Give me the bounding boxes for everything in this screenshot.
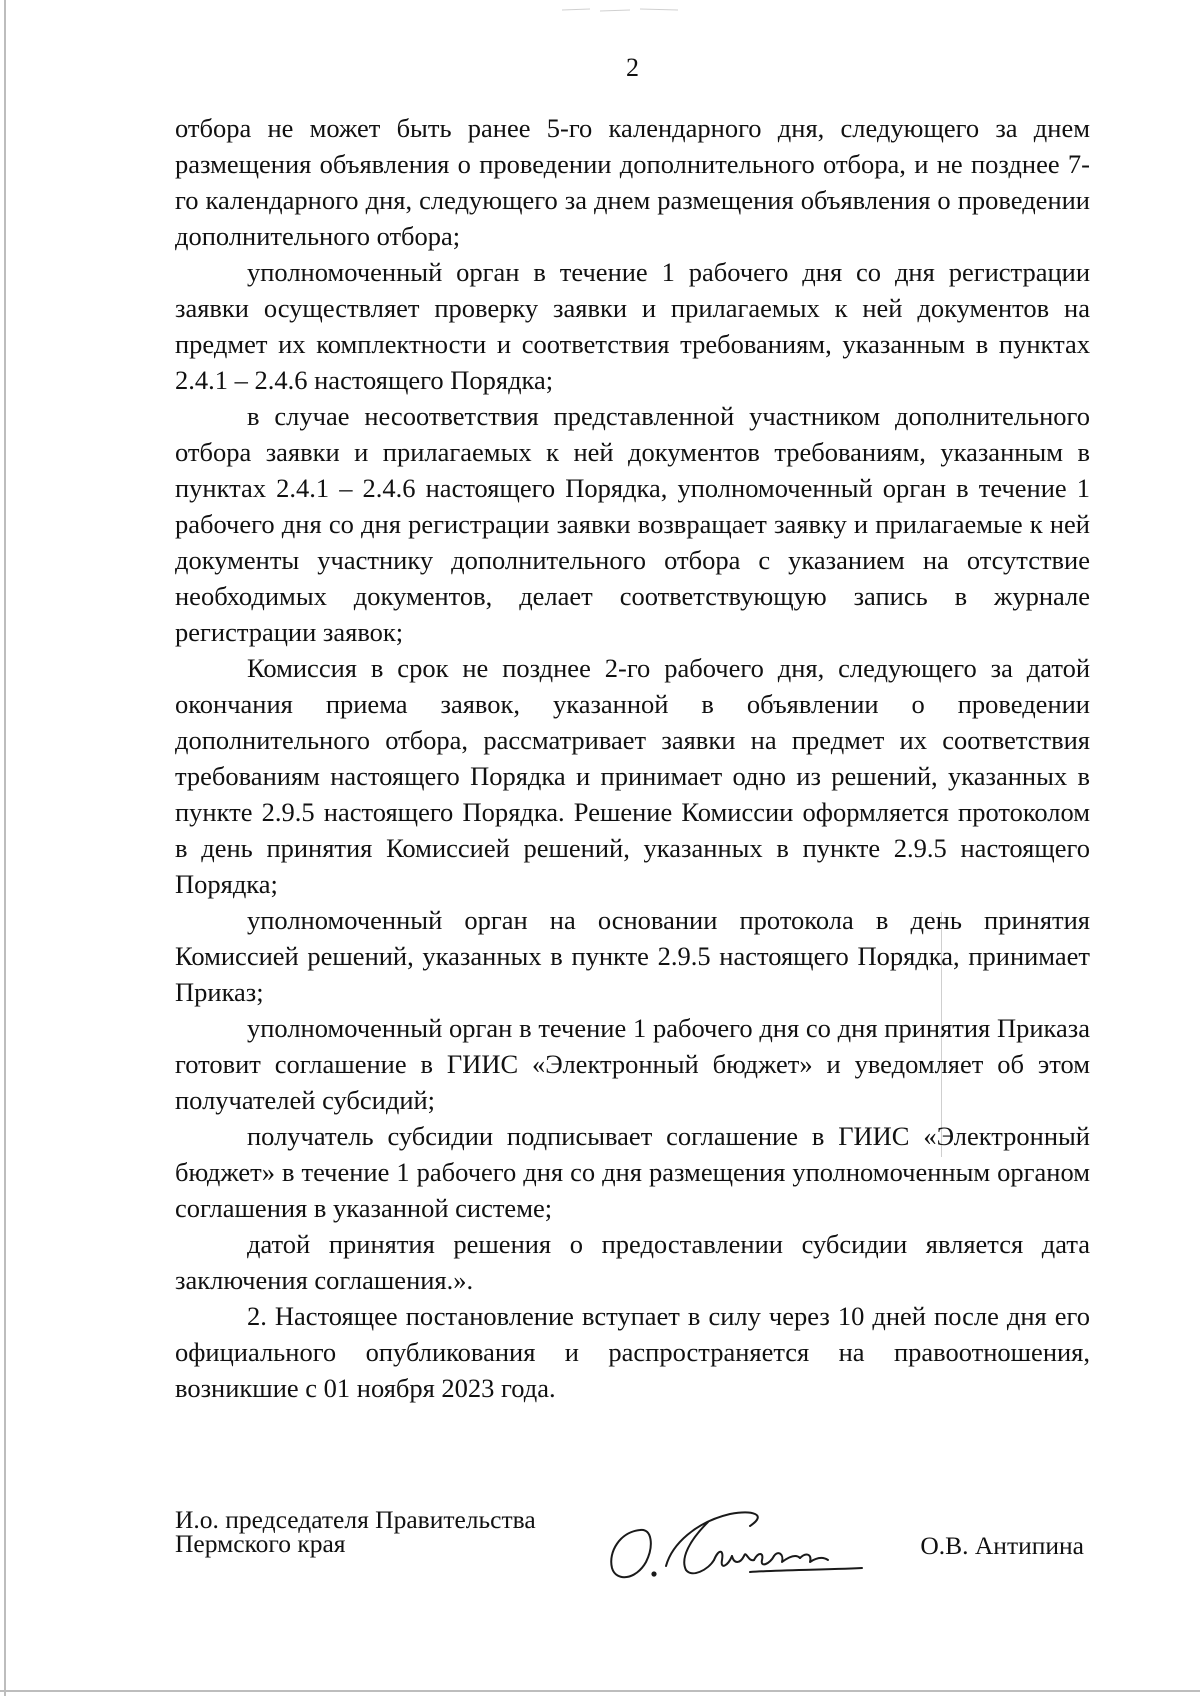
paragraph-entry-into-force: 2. Настоящее постановление вступает в силу через 10 дней после дня его официального опубликования и распространяется на правоотношения, возникшие с 01 ноября 2023 года.	[175, 1301, 1090, 1403]
paragraph-decision-date: датой принятия решения о предоставлении субсидии является дата заключения соглашения.».	[175, 1229, 1090, 1295]
paragraph-agreement-preparation: уполномоченный орган в течение 1 рабочего дня со дня принятия Приказа готовит соглашение в ГИИС «Электронный бюджет» и уведомляет об этом получателей субсидий;	[175, 1013, 1090, 1115]
document-body	[175, 110, 1090, 1406]
signer-position-line-1: И.о. председателя Правительства	[175, 1505, 536, 1534]
page-number: 2	[626, 53, 639, 82]
scan-edge-left	[4, 0, 6, 1696]
signer-name: О.В. Антипина	[920, 1531, 1084, 1560]
signer-position-line-2: Пермского края	[175, 1529, 346, 1558]
handwritten-signature	[600, 1500, 900, 1590]
scan-edge-bottom	[0, 1690, 1200, 1692]
paragraph-agreement-signing: получатель субсидии подписывает соглашение в ГИИС «Электронный бюджет» в течение 1 рабочего дня со дня размещения уполномоченным органом соглашения в указанной системе;	[175, 1121, 1090, 1223]
paragraph-application-return: в случае несоответствия представленной участником дополнительного отбора заявки и прилагаемых к ней документов требованиям, указанным в пунктах 2.4.1 – 2.4.6 настоящего Порядка, уполномоченный орган в течение 1 рабочего дня со дня регистрации заявки возвращает заявку и прилагаемые к ней документы участнику дополнительного отбора с указанием на отсутствие необходимых документов, делает соответствующую запись в журнале регистрации заявок;	[175, 401, 1090, 647]
paragraph-application-check: уполномоченный орган в течение 1 рабочего дня со дня регистрации заявки осуществляет проверку заявки и прилагаемых к ней документов на предмет их комплектности и соответствия требованиям, указанным в пунктах 2.4.1 – 2.4.6 настоящего Порядка;	[175, 257, 1090, 395]
paragraph-continuation: отбора не может быть ранее 5-го календарного дня, следующего за днем размещения объявления о проведении дополнительного отбора, и не позднее 7-го календарного дня, следующего за днем размещения объявления о проведении дополнительного отбора;	[175, 113, 1090, 251]
signature-block	[175, 1500, 1090, 1610]
paragraph-commission-review: Комиссия в срок не позднее 2-го рабочего дня, следующего за датой окончания приема заявок, указанной в объявлении о проведении дополнительного отбора, рассматривает заявки на предмет их соответствия требованиям настоящего Порядка и принимает одно из решений, указанных в пункте 2.9.5 настоящего Порядка. Решение Комиссии оформляется протоколом в день принятия Комиссией решений, указанных в пункте 2.9.5 настоящего Порядка;	[175, 653, 1090, 899]
paragraph-order-adoption: уполномоченный орган на основании протокола в день принятия Комиссией решений, указанных в пункте 2.9.5 настоящего Порядка, принимает Приказ;	[175, 905, 1090, 1007]
scan-artifact	[560, 0, 680, 6]
